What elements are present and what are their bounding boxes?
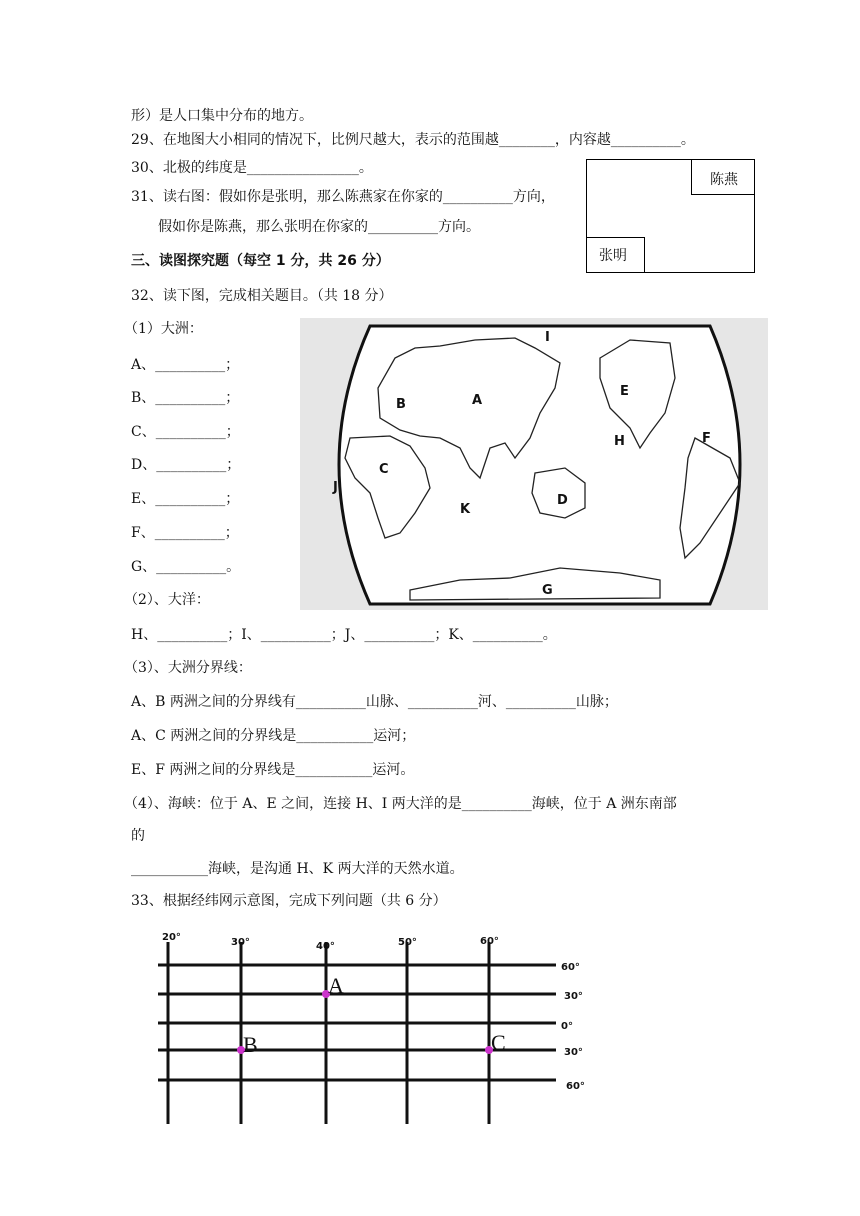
map-label-k: K	[460, 502, 471, 517]
oceans-blanks: H、__________；I、__________；J、__________；K、__________。	[131, 627, 557, 643]
map-label-f: F	[702, 431, 711, 446]
part-4-continued: ___________海峡，是沟通 H、K 两大洋的天然水道。	[131, 861, 464, 877]
graticule-svg	[150, 928, 600, 1128]
map-label-i: I	[545, 330, 550, 345]
boundary-ef: E、F 两洲之间的分界线是___________运河。	[131, 762, 415, 778]
blank-a: A、__________；	[131, 357, 240, 373]
question-31b: 假如你是陈燕，那么张明在你家的__________方向。	[158, 219, 480, 235]
point-b-label: B	[243, 1032, 258, 1057]
question-33: 33、根据经纬网示意图，完成下列问题（共 6 分）	[131, 893, 447, 909]
blank-f: F、__________；	[131, 525, 239, 541]
lat-label-30s: 30°	[564, 1047, 583, 1058]
blank-c: C、__________；	[131, 424, 240, 440]
lat-label-30n: 30°	[564, 991, 583, 1002]
map-label-h: H	[614, 434, 625, 449]
point-c-label: C	[491, 1030, 506, 1055]
part-3-boundaries: （3）、大洲分界线：	[124, 660, 252, 676]
lon-label-30: 30°	[231, 937, 250, 948]
map-label-g: G	[542, 583, 553, 598]
lat-label-60n: 60°	[561, 962, 580, 973]
lat-label-60s: 60°	[566, 1081, 585, 1092]
chenyan-label: 陈燕	[710, 172, 738, 188]
part-2-oceans: （2）、大洋：	[124, 592, 210, 608]
lon-label-60: 60°	[480, 936, 499, 947]
line-continuation: 形）是人口集中分布的地方。	[131, 108, 313, 124]
blank-b: B、__________；	[131, 390, 240, 406]
world-map-svg	[300, 318, 768, 610]
map-label-j: J	[333, 480, 338, 495]
map-label-e: E	[620, 384, 629, 399]
boundary-ac: A、C 两洲之间的分界线是___________运河；	[131, 728, 416, 744]
lon-label-20: 20°	[162, 932, 181, 943]
blank-d: D、__________；	[131, 457, 241, 473]
map-label-c: C	[379, 462, 389, 477]
question-32: 32、读下图，完成相关题目。（共 18 分）	[131, 288, 393, 304]
lon-label-50: 50°	[398, 937, 417, 948]
map-label-a: A	[472, 393, 483, 408]
blank-g: G、__________。	[131, 559, 241, 575]
direction-diagram	[586, 159, 755, 273]
section-3-heading: 三、读图探究题（每空 1 分，共 26 分）	[131, 253, 390, 269]
point-a-label: A	[328, 973, 344, 998]
blank-e: E、__________；	[131, 491, 240, 507]
question-29: 29、在地图大小相同的情况下，比例尺越大，表示的范围越________，内容越__________。	[131, 132, 695, 148]
part-4-de: 的	[131, 828, 145, 844]
lon-label-40: 40°	[316, 941, 335, 952]
question-31a: 31、读右图：假如你是张明，那么陈燕家在你家的__________方向，	[131, 189, 555, 205]
part-1-continents: （1）大洲：	[124, 321, 203, 337]
boundary-ab: A、B 两洲之间的分界线有__________山脉、__________河、__________山脉；	[131, 694, 618, 710]
map-frame	[339, 326, 740, 604]
map-label-d: D	[557, 493, 568, 508]
map-label-b: B	[396, 397, 406, 412]
zhangming-label: 张明	[599, 248, 627, 264]
part-4-straits: （4）、海峡：位于 A、E 之间，连接 H、I 两大洋的是__________海峡，位于 A 洲东南部	[124, 796, 677, 812]
lat-label-0: 0°	[561, 1021, 573, 1032]
world-map	[300, 318, 768, 610]
graticule-diagram	[150, 928, 600, 1128]
question-30: 30、北极的纬度是________________。	[131, 160, 373, 176]
